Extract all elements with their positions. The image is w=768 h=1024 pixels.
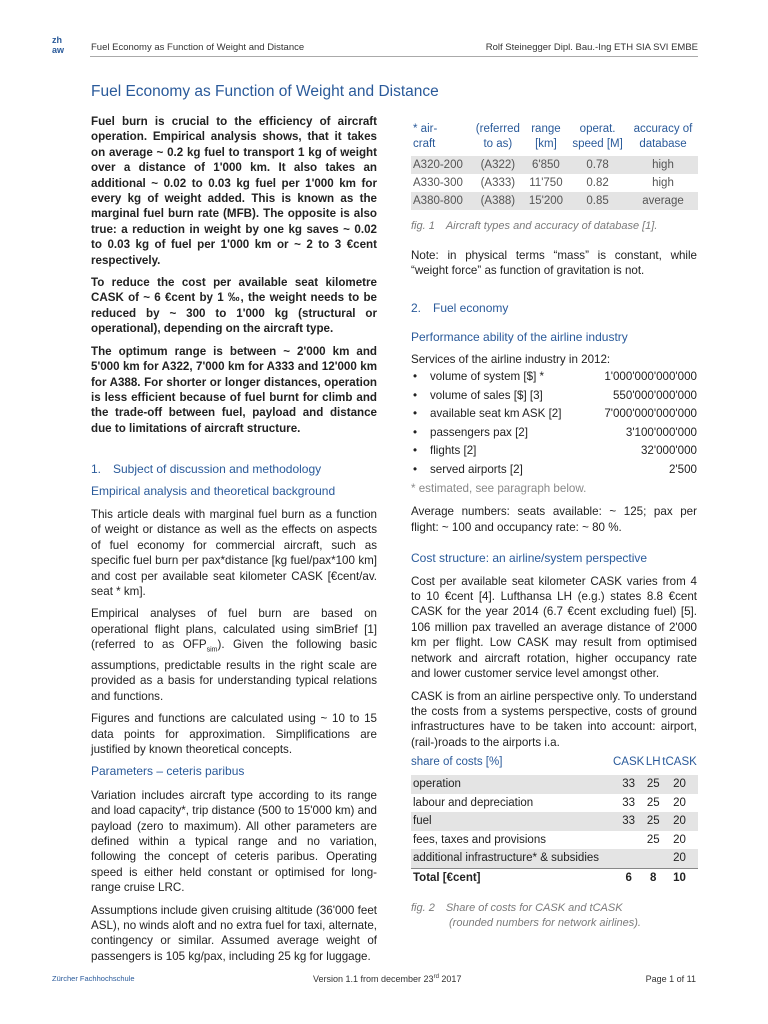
table-row: A380-800 (A388) 15'200 0.85 average <box>411 192 698 210</box>
table-row: A330-300 (A333) 11'750 0.82 high <box>413 177 674 189</box>
list-item: • flights [2] 32'000'000 <box>411 442 697 461</box>
zhaw-logo <box>52 34 76 56</box>
table-total-row: Total [€cent] 6 8 10 <box>411 868 698 887</box>
t1-header-referred: (referred to as) <box>475 123 520 150</box>
services-intro: Services of the airline industry in 2012: <box>411 352 611 366</box>
table-row: fees, taxes and provisions 25 20 <box>413 833 686 846</box>
table-row: labour and depreciation 33 25 20 <box>413 796 686 809</box>
header-left: Fuel Economy as Function of Weight and Distance <box>91 42 305 53</box>
footer-page-number: Page 1 of 11 <box>645 974 696 984</box>
t1-header-aircraft: * air- craft <box>413 123 438 150</box>
t1-header-speed: operat. speed [M] <box>572 123 623 150</box>
subheading-empirical: Empirical analysis and theoretical background <box>91 483 336 498</box>
abstract-p3: The optimum range is between ~ 2'000 km and 5'000 km for A322, 7'000 km for A333 and 12'000 km for A388. For shorter or longer distances, operation is less efficient because of fuel burnt for climb and the trade-off between fuel, payload and distance due to limitations of aircraft structure. <box>91 344 377 435</box>
footer-left: Zürcher Fachhochschule <box>52 974 135 983</box>
t1-header-range: range [km] <box>531 123 561 150</box>
services-footnote: * estimated, see paragraph below. <box>411 482 587 496</box>
list-item: • passengers pax [2] 3'100'000'000 <box>411 424 697 443</box>
body-p7: Variation includes aircraft type according to its range and load capacity*, trip distance (500 to 15'000 km) and payload (zero to maximum). All other parameters are defined within a typical range and no variation, following the concept of ceteris paribus. Operating speed is either held constant or optimised for long-range cruise LRC. <box>91 788 377 895</box>
abstract-p2: To reduce the cost per available seat kilometre CASK of ~ 6 €cent by 1 ‰, the weight needs to be reduced by ~ 300 to 1'000 kg (structural or operational), depending on the aircraft type. <box>91 276 377 336</box>
body-p10: CASK is from an airline perspective only. To understand the costs from a systems perspective, costs of ground infrastructures have to be taken into account: airport, (rail-)roads to the airports i.a. <box>411 689 697 749</box>
section-2-heading: 2. Fuel economy <box>411 300 509 315</box>
list-item: • volume of sales [$] [3] 550'000'000'000 <box>411 387 697 406</box>
header-divider <box>90 56 698 57</box>
header-right: Rolf Steinegger Dipl. Bau.-Ing ETH SIA SVI EMBE <box>485 42 698 53</box>
list-item: • volume of system [$] * 1'000'000'000'000 <box>411 368 697 387</box>
t1-header-accuracy: accuracy of database <box>633 123 693 150</box>
right-column <box>411 248 697 931</box>
body-p4: This article deals with marginal fuel burn as a function of weight or distance as well as the effects on aspects of fuel economy for commercial aircraft, such as specific fuel burn per pax*distance [kg fuel/pax*100 km] and cost per available seat kilometer CASK [€cent/av. seat * km]. <box>91 507 377 598</box>
table-row: fuel 33 25 20 <box>411 812 698 831</box>
subheading-cost-structure: Cost structure: an airline/system perspective <box>411 551 648 566</box>
figure-1-caption: fig. 1 Aircraft types and accuracy of database [1]. <box>411 220 658 232</box>
table-row: additional infrastructure* & subsidies 20 <box>411 849 698 868</box>
table-row: A320-200 (A322) 6'850 0.78 high <box>411 156 698 174</box>
aircraft-table <box>411 122 698 210</box>
figure-2-caption: fig. 2 Share of costs for CASK and tCASK (rounded numbers for network airlines). <box>411 902 641 930</box>
left-column <box>91 114 377 971</box>
body-p5: Empirical analyses of fuel burn are based on operational flight plans, calculated using simBrief [1] (referred to as $OFP_{sim}$). Given the following basic assumptions, predictable results in the right scale are provided as a basis for understanding typical relations and functions. <box>91 607 377 703</box>
svg-text:zh: zh <box>52 35 62 45</box>
table-row: operation 33 25 20 <box>411 775 698 794</box>
abstract-p1: Fuel burn is crucial to the efficiency of aircraft operation. Empirical analysis shows, that it takes on average ~ 0.2 kg fuel to transport 1 kg of weight over a distance of 1'000 km. It also takes an additional ~ 0.02 to 0.03 kg fuel per 1'000 km for every kg of weight added. This is known as the marginal fuel burn rate (MFB). The opposite is also true: a reduction in weight by one kg saves ~ 0.02 to 0.03 kg of fuel per 1'000 km or ~ 2 to 3 €cent respectively. <box>91 115 377 267</box>
list-item: • available seat km ASK [2] 7'000'000'000'000 <box>411 405 697 424</box>
t2-header-cask: CASK <box>612 756 645 769</box>
svg-text:aw: aw <box>52 45 65 55</box>
page-title: Fuel Economy as Function of Weight and Distance <box>91 83 439 100</box>
cost-share-table <box>411 755 698 887</box>
body-p8: Assumptions include given cruising altitude (36'000 feet ASL), no winds aloft and no extra fuel for taxi, alternate, contingency or similar. Assumed average weight of passengers is 105 kg/pax, including 25 kg for luggage. <box>91 903 377 963</box>
t2-header-lh: LH <box>645 756 661 769</box>
averages-paragraph: Average numbers: seats available: ~ 125; pax per flight: ~ 100 and occupancy rate: ~ 80 %. <box>411 505 697 534</box>
section-1-heading: 1. Subject of discussion and methodology <box>91 462 322 477</box>
t2-header-tcask: tCASK <box>662 756 697 769</box>
subheading-parameters: Parameters – ceteris paribus <box>91 764 245 779</box>
footer-version: Version 1.1 from december 23rd 2017 <box>313 974 462 984</box>
body-p6: Figures and functions are calculated using ~ 10 to 15 data points for approximation. Simplifications are justified by known theoretical concepts. <box>91 712 377 756</box>
services-list <box>411 368 697 479</box>
note-paragraph: Note: in physical terms “mass” is constant, while “weight force” as function of gravitation is not. <box>411 249 697 278</box>
t2-header-share: share of costs [%] <box>411 756 503 769</box>
subheading-performance: Performance ability of the airline industry <box>411 330 628 345</box>
body-p9: Cost per available seat kilometer CASK varies from 4 to 10 €cent [4]. Lufthansa LH (e.g.) states 8.8 €cent CASK for the year 2014 (6.7 €cent excluding fuel) [5]. 106 million pax travelled an average distance of 2'000 km per flight. Low CASK may result from optimised network and aircraft rotation, higher occupancy rate and lower customer service level amongst other. <box>411 574 697 681</box>
list-item: • served airports [2] 2'500 <box>411 461 697 480</box>
